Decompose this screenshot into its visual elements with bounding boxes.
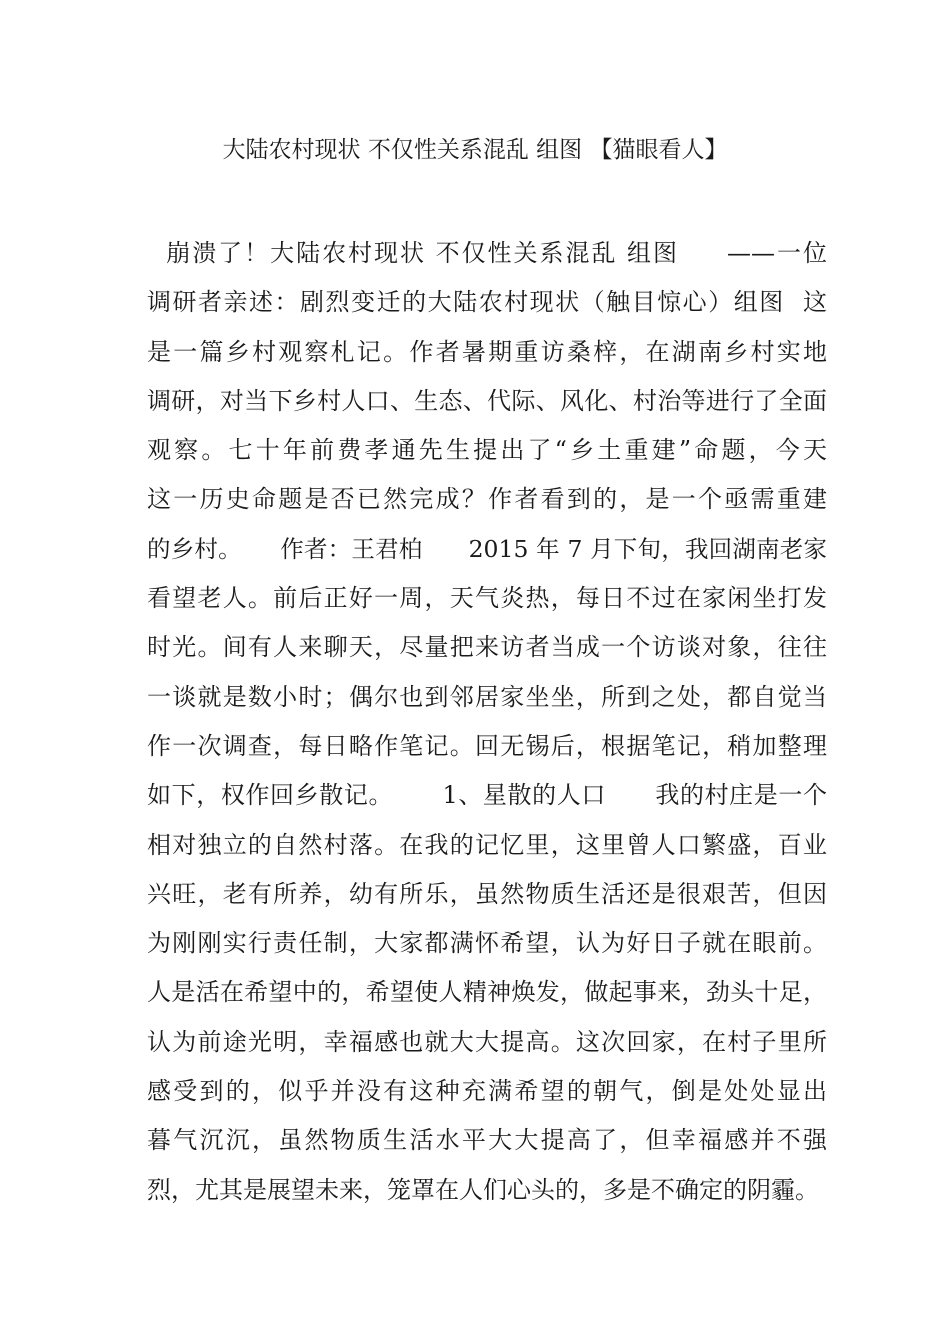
- body-line: 这一历史命题是否已然完成？作者看到的，是一个亟需重建: [147, 485, 827, 514]
- document-body: [147, 229, 827, 1215]
- body-line: 的乡村。 作者：王君柏 2015 年 7 月下旬，我回湖南老家: [147, 534, 827, 563]
- body-line: 兴旺，老有所养，幼有所乐，虽然物质生活还是很艰苦，但因: [147, 879, 827, 908]
- body-line: 是一篇乡村观察札记。作者暑期重访桑梓，在湖南乡村实地: [147, 337, 827, 366]
- body-line: 暮气沉沉，虽然物质生活水平大大提高了，但幸福感并不强: [147, 1126, 827, 1155]
- body-line: 如下，权作回乡散记。 1、星散的人口 我的村庄是一个: [147, 781, 827, 810]
- body-line: 时光。间有人来聊天，尽量把来访者当成一个访谈对象，往往: [147, 633, 827, 662]
- body-line: 人是活在希望中的，希望使人精神焕发，做起事来，劲头十足，: [147, 978, 827, 1007]
- body-line: 认为前途光明，幸福感也就大大提高。这次回家，在村子里所: [147, 1027, 827, 1056]
- body-line: 一谈就是数小时；偶尔也到邻居家坐坐，所到之处，都自觉当: [147, 682, 827, 711]
- body-line: 调研，对当下乡村人口、生态、代际、风化、村治等进行了全面: [147, 386, 827, 415]
- body-line: 崩溃了！大陆农村现状 不仅性关系混乱 组图 ——一位: [147, 239, 827, 267]
- body-line: 感受到的，似乎并没有这种充满希望的朝气，倒是处处显出: [147, 1077, 827, 1106]
- body-line: 烈，尤其是展望未来，笼罩在人们心头的，多是不确定的阴霾。: [147, 1175, 819, 1204]
- body-line: 相对独立的自然村落。在我的记忆里，这里曾人口繁盛，百业: [147, 830, 827, 859]
- body-line: 作一次调查，每日略作笔记。回无锡后，根据笔记，稍加整理: [147, 731, 827, 760]
- body-line: 调研者亲述：剧烈变迁的大陆农村现状（触目惊心）组图 这: [147, 288, 827, 317]
- body-line: 看望老人。前后正好一周，天气炎热，每日不过在家闲坐打发: [147, 584, 827, 613]
- body-line: 观察。七十年前费孝通先生提出了“乡土重建”命题，今天: [147, 436, 827, 465]
- document-title: 大陆农村现状 不仅性关系混乱 组图 【猫眼看人】: [222, 137, 728, 163]
- body-line: 为刚刚实行责任制，大家都满怀希望，认为好日子就在眼前。: [147, 929, 827, 958]
